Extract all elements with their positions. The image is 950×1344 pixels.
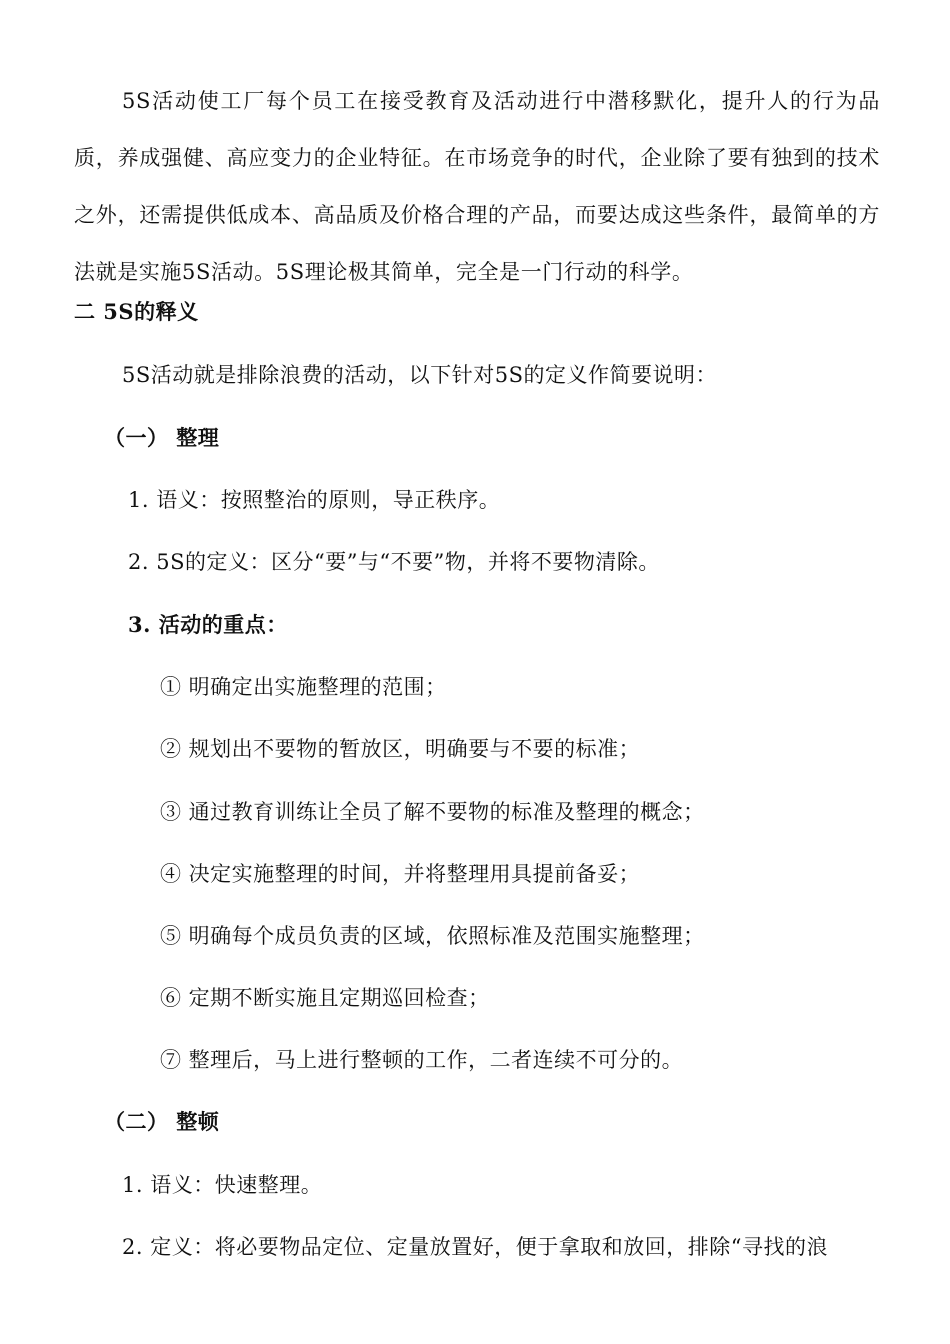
seiton-item-meaning: 1. 语义：快速整理。 [122, 1173, 323, 1197]
seiri-point-6: ⑥ 定期不断实施且定期巡回检查； [160, 986, 490, 1010]
subsection-heading-seiri: （一） 整理 [104, 425, 220, 450]
intro-paragraph: 5S活动使工厂每个员工在接受教育及活动进行中潜移默化，提升人的行为品质，养成强健、高应变力的企业特征。在市场竞争的时代，企业除了要有独到的技术之外，还需提供低成本、高品质及价格合理的产品，而要达成这些条件，最简单的方法就是实施5S活动。5S理论极其简单，完全是一门行动的科学。 [74, 89, 880, 284]
section-heading-5s-definition: 二 5S的释义 [74, 299, 199, 324]
seiri-item-definition: 2. 5S的定义：区分“要”与“不要”物，并将不要物清除。 [128, 550, 660, 574]
seiton-item-definition: 2. 定义：将必要物品定位、定量放置好，便于拿取和放回，排除“寻找的浪 [122, 1235, 828, 1259]
seiri-point-3: ③ 通过教育训练让全员了解不要物的标准及整理的概念； [160, 800, 705, 824]
seiri-point-5: ⑤ 明确每个成员负责的区域，依照标准及范围实施整理； [160, 924, 705, 948]
seiri-item-key-points: 3. 活动的重点： [128, 612, 288, 637]
seiri-point-1: ① 明确定出实施整理的范围； [160, 675, 447, 699]
seiri-point-7: ⑦ 整理后，马上进行整顿的工作，二者连续不可分的。 [160, 1048, 684, 1072]
seiri-point-2: ② 规划出不要物的暂放区，明确要与不要的标准； [160, 737, 641, 761]
section-intro-text: 5S活动就是排除浪费的活动，以下针对5S的定义作简要说明： [122, 363, 717, 387]
seiri-item-meaning: 1. 语义：按照整治的原则，导正秩序。 [128, 488, 501, 512]
subsection-heading-seiton: （二） 整顿 [104, 1109, 220, 1134]
seiri-point-4: ④ 决定实施整理的时间，并将整理用具提前备妥； [160, 862, 641, 886]
